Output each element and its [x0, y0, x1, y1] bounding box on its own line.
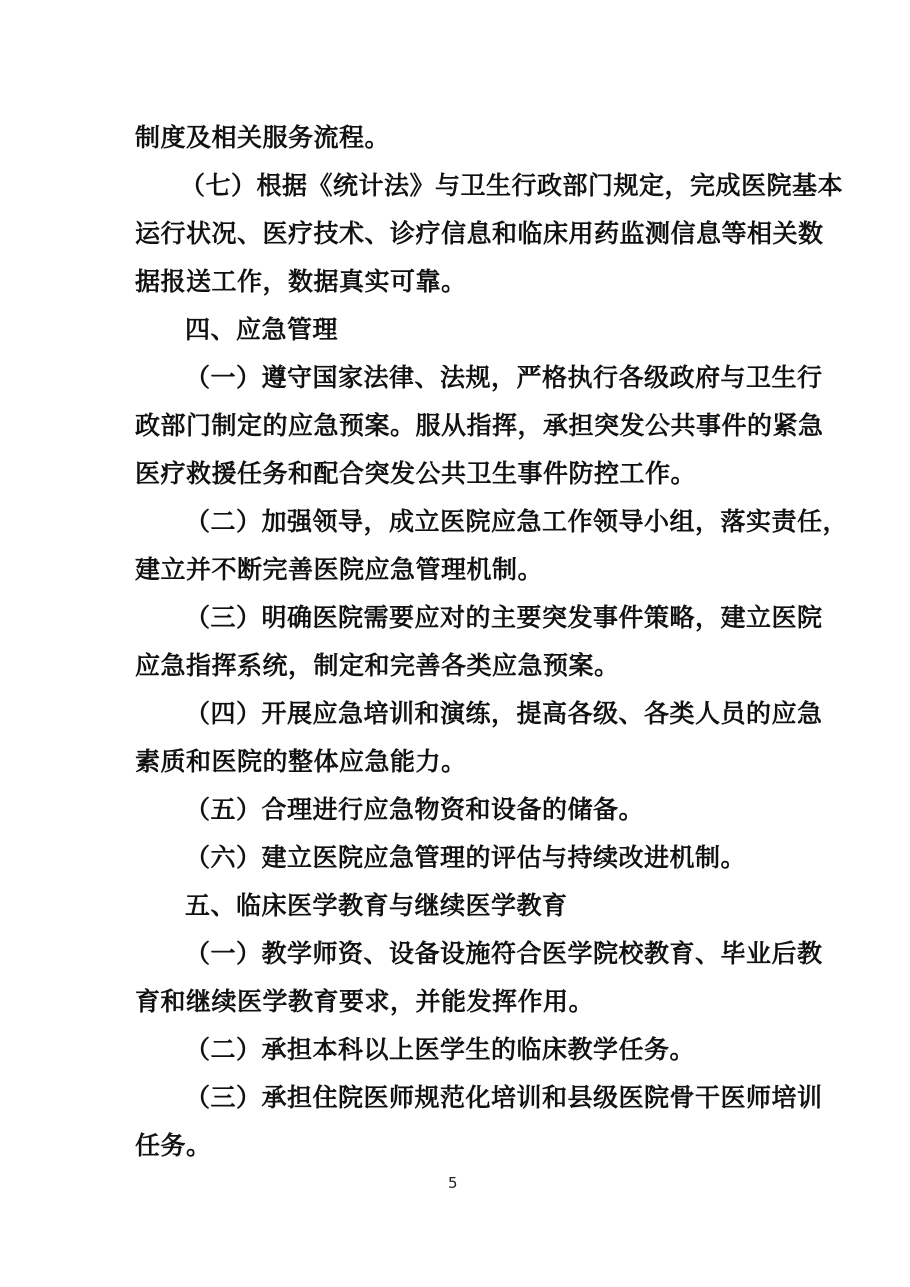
section-heading: 四、应急管理	[185, 315, 339, 344]
text-line: （三）承担住院医师规范化培训和县级医院骨干医师培训	[185, 1083, 823, 1112]
text-line: 任务。	[135, 1131, 212, 1160]
text-line: 医疗救援任务和配合突发公共卫生事件防控工作。	[135, 459, 697, 488]
text-line: 据报送工作，数据真实可靠。	[135, 267, 467, 296]
text-line: 应急指挥系统，制定和完善各类应急预案。	[135, 651, 620, 680]
text-line: （一）教学师资、设备设施符合医学院校教育、毕业后教	[185, 939, 823, 968]
text-line: 素质和医院的整体应急能力。	[135, 747, 467, 776]
text-line: （四）开展应急培训和演练，提高各级、各类人员的应急	[185, 699, 823, 728]
text-line: （五）合理进行应急物资和设备的储备。	[185, 795, 645, 824]
text-line: 建立并不断完善医院应急管理机制。	[135, 555, 544, 584]
section-heading: 五、临床医学教育与继续医学教育	[185, 891, 568, 920]
text-line: 政部门制定的应急预案。服从指挥，承担突发公共事件的紧急	[135, 411, 824, 440]
text-line: （二）加强领导，成立医院应急工作领导小组，落实责任，	[185, 507, 849, 536]
text-line: （三）明确医院需要应对的主要突发事件策略，建立医院	[185, 603, 823, 632]
text-line: 育和继续医学教育要求，并能发挥作用。	[135, 987, 595, 1016]
text-line: （六）建立医院应急管理的评估与持续改进机制。	[185, 843, 747, 872]
text-line: 运行状况、医疗技术、诊疗信息和临床用药监测信息等相关数	[135, 219, 824, 248]
text-line: （二）承担本科以上医学生的临床教学任务。	[185, 1035, 696, 1064]
page-number: 5	[448, 1174, 458, 1192]
text-line: （七）根据《统计法》与卫生行政部门规定，完成医院基本	[180, 171, 844, 200]
text-line: 制度及相关服务流程。	[135, 123, 391, 152]
text-line: （一）遵守国家法律、法规，严格执行各级政府与卫生行	[185, 363, 823, 392]
